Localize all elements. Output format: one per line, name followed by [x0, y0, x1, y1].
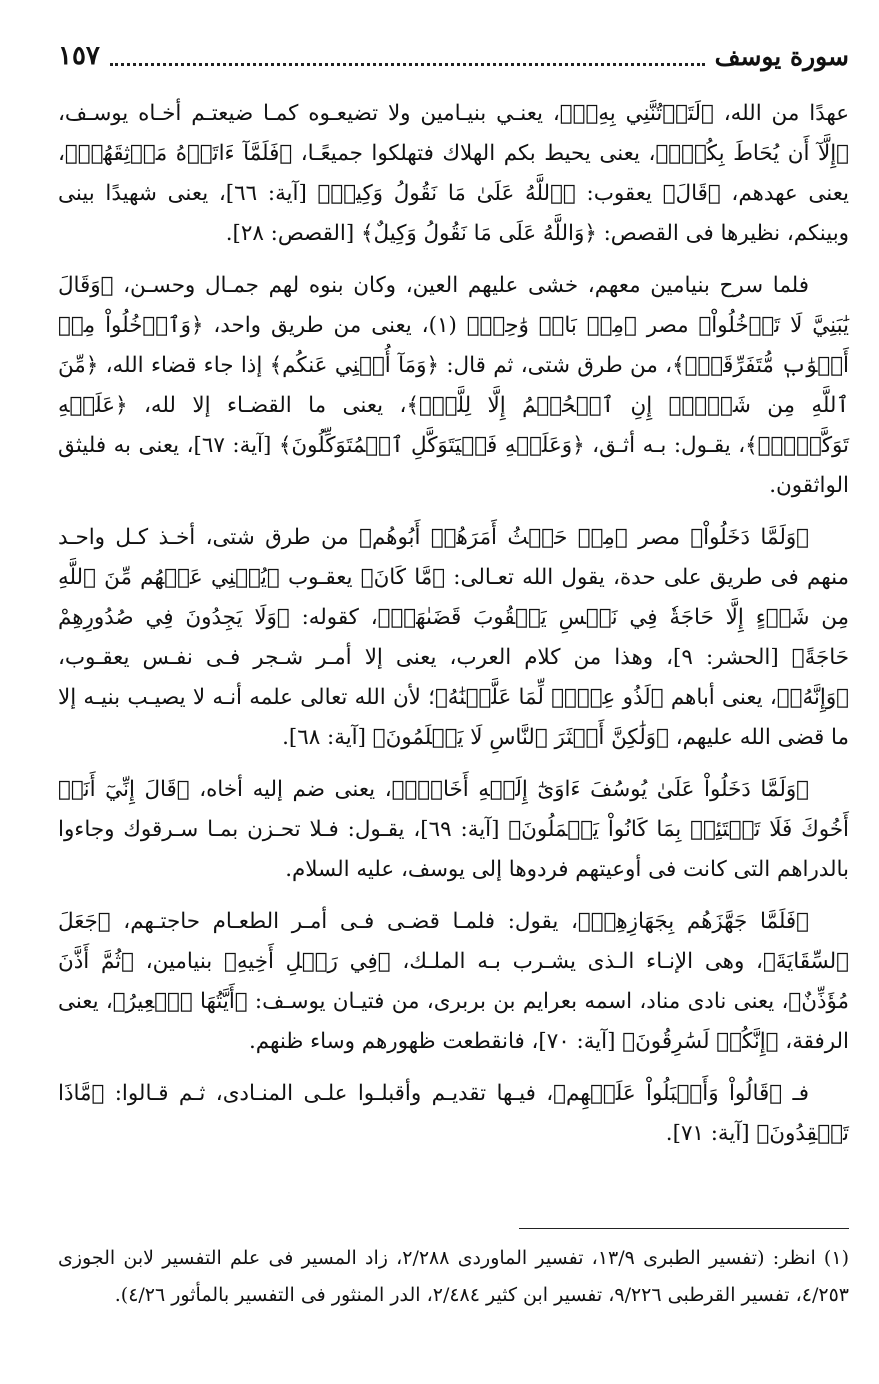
paragraph-1: عهدًا من الله، ﴿لَتَأۡتُنَّنِي بِهِۦٓ﴾، يعنـي بنيـامين ولا تضيعـوه كمـا ضيعتـم أخـاه يوسـف، ﴿إِلَّآ أَن يُحَاطَ بِكُمۡۖ﴾، يعنى يحيط بكم الهلاك فتهلكوا جميعًـا، ﴿فَلَمَّآ ءَاتَوۡهُ مَوۡثِقَهُمۡ﴾، يعنى عهدهم، ﴿قَالَ﴾ يعقوب: ﴿ٱللَّهُ عَلَىٰ مَا نَقُولُ وَكِيلٞ﴾ [آية: ٦٦]، يعنى شهيدًا بينى وبينكم، نظيرها فى القصص: ﴿وَاللَّهُ عَلَى مَا نَقُولُ وَكِيلٌ﴾ [القصص: ٢٨].: [58, 101, 849, 246]
paragraph-2: فلما سرح بنيامين معهم، خشى عليهم العين، وكان بنوه لهم جمـال وحسـن، ﴿وَقَالَ يَٰبَنِيَّ لَا تَدۡخُلُواْ﴾ مصر ﴿مِنۢ بَابٖ وَٰحِدٖ﴾ (١)، يعنى من طريق واحد، ﴿وَٱدۡخُلُواْ مِنۡ أَبۡوَٰبٖ مُّتَفَرِّقَةٖۖ﴾، من طرق شتى، ثم قال: ﴿وَمَآ أُغۡنِي عَنكُم﴾ إذا جاء قضاء الله، ﴿مِّنَ ٱللَّهِ مِن شَيۡءٍۖ إِنِ ٱلۡحُكۡمُ إِلَّا لِلَّهِۖ﴾، يعنى ما القضـاء إلا لله، ﴿عَلَيۡهِ تَوَكَّلۡتُۖ﴾، يقـول: بـه أثـق، ﴿وَعَلَيۡهِ فَلۡيَتَوَكَّلِ ٱلۡمُتَوَكِّلُونَ﴾ [آية: ٦٧]، يعنى به فليثق الواثقون.: [58, 273, 850, 498]
paragraph-5: ﴿فَلَمَّا جَهَّزَهُم بِجَهَازِهِمۡ﴾، يقول: فلمـا قضـى فـى أمـر الطعـام حاجتـهم، ﴿جَعَلَ ٱلسِّقَايَةَ﴾، وهى الإنـاء الـذى يشـرب بـه الملـك، ﴿فِي رَحۡلِ أَخِيهِ﴾ بنيامين، ﴿ثُمَّ أَذَّنَ مُؤَذِّنٌ﴾، يعنى نادى مناد، اسمه بعرايم بن بربرى، من فتيـان يوسـف: ﴿أَيَّتُهَا ٱلۡعِيرُ﴾، يعنى الرفقة، ﴿إِنَّكُمۡ لَسَٰرِقُونَ﴾ [آية: ٧٠]، فانقطعت ظهورهم وساء ظنهم.: [58, 909, 849, 1054]
paragraph-3: ﴿وَلَمَّا دَخَلُواْ﴾ مصر ﴿مِنۡ حَيۡثُ أَمَرَهُمۡ أَبُوهُم﴾ من طرق شتى، أخـذ كـل واحـد منهم فى طريق على حدة، يقول الله تعـالى: ﴿مَّا كَانَ﴾ يعقـوب ﴿يُغۡنِي عَنۡهُم مِّنَ ٱللَّهِ مِن شَيۡءٍ إِلَّا حَاجَةٗ فِي نَفۡسِ يَعۡقُوبَ قَضَىٰهَاۚ﴾، كقوله: ﴿وَلَا يَجِدُونَ فِي صُدُورِهِمْ حَاجَةً﴾ [الحشر: ٩]، وهذا من كلام العرب، يعنى إلا أمـر شـجر فـى نفـس يعقـوب، ﴿وَإِنَّهُۥ﴾، يعنى أباهم ﴿لَذُو عِلۡمٖ لِّمَا عَلَّمۡنَٰهُ﴾؛ لأن الله تعالى علمه أنـه لا يصيـب بنيـه إلا ما قضى الله عليهم، ﴿وَلَٰكِنَّ أَكۡثَرَ ٱلنَّاسِ لَا يَعۡلَمُونَ﴾ [آية: ٦٨].: [58, 525, 849, 750]
paragraph-6: فـ ﴿قَالُواْ وَأَقۡبَلُواْ عَلَيۡهِم﴾، فيـها تقديـم وأقبلـوا علـى المنـادى، ثـم قـالوا: ﴿مَّاذَا تَفۡقِدُونَ﴾ [آية: ٧١].: [58, 1081, 849, 1146]
main-text: [58, 94, 849, 1166]
surah-title: سورة يوسف: [714, 41, 849, 71]
header-dotted-leader: [110, 63, 705, 66]
page-number: ١٥٧: [58, 41, 100, 71]
running-header: [58, 36, 849, 76]
paragraph-4: ﴿وَلَمَّا دَخَلُواْ عَلَىٰ يُوسُفَ ءَاوَىٰٓ إِلَيۡهِ أَخَاهُۖ﴾، يعنى ضم إليه أخاه، ﴿قَالَ إِنِّيٓ أَنَا۠ أَخُوكَ فَلَا تَبۡتَئِسۡ بِمَا كَانُواْ يَعۡمَلُونَ﴾ [آية: ٦٩]، يقـول: فـلا تحـزن بمـا سـرقوك وجاءوا بالدراهم التى كانت فى أوعيتهم فردوها إلى يوسف، عليه السلام.: [58, 777, 849, 882]
footnote-separator: [519, 1228, 849, 1229]
footnote: (١) انظر: (تفسير الطبرى ١٣/٩، تفسير الماوردى ٢/٢٨٨، زاد المسير فى علم التفسير لابن الجوزى ٤/٢٥٣، تفسير القرطبى ٩/٢٢٦، تفسير ابن كثير ٢/٤٨٤، الدر المنثور فى التفسير بالمأثور ٤/٢٦).: [58, 1247, 849, 1306]
